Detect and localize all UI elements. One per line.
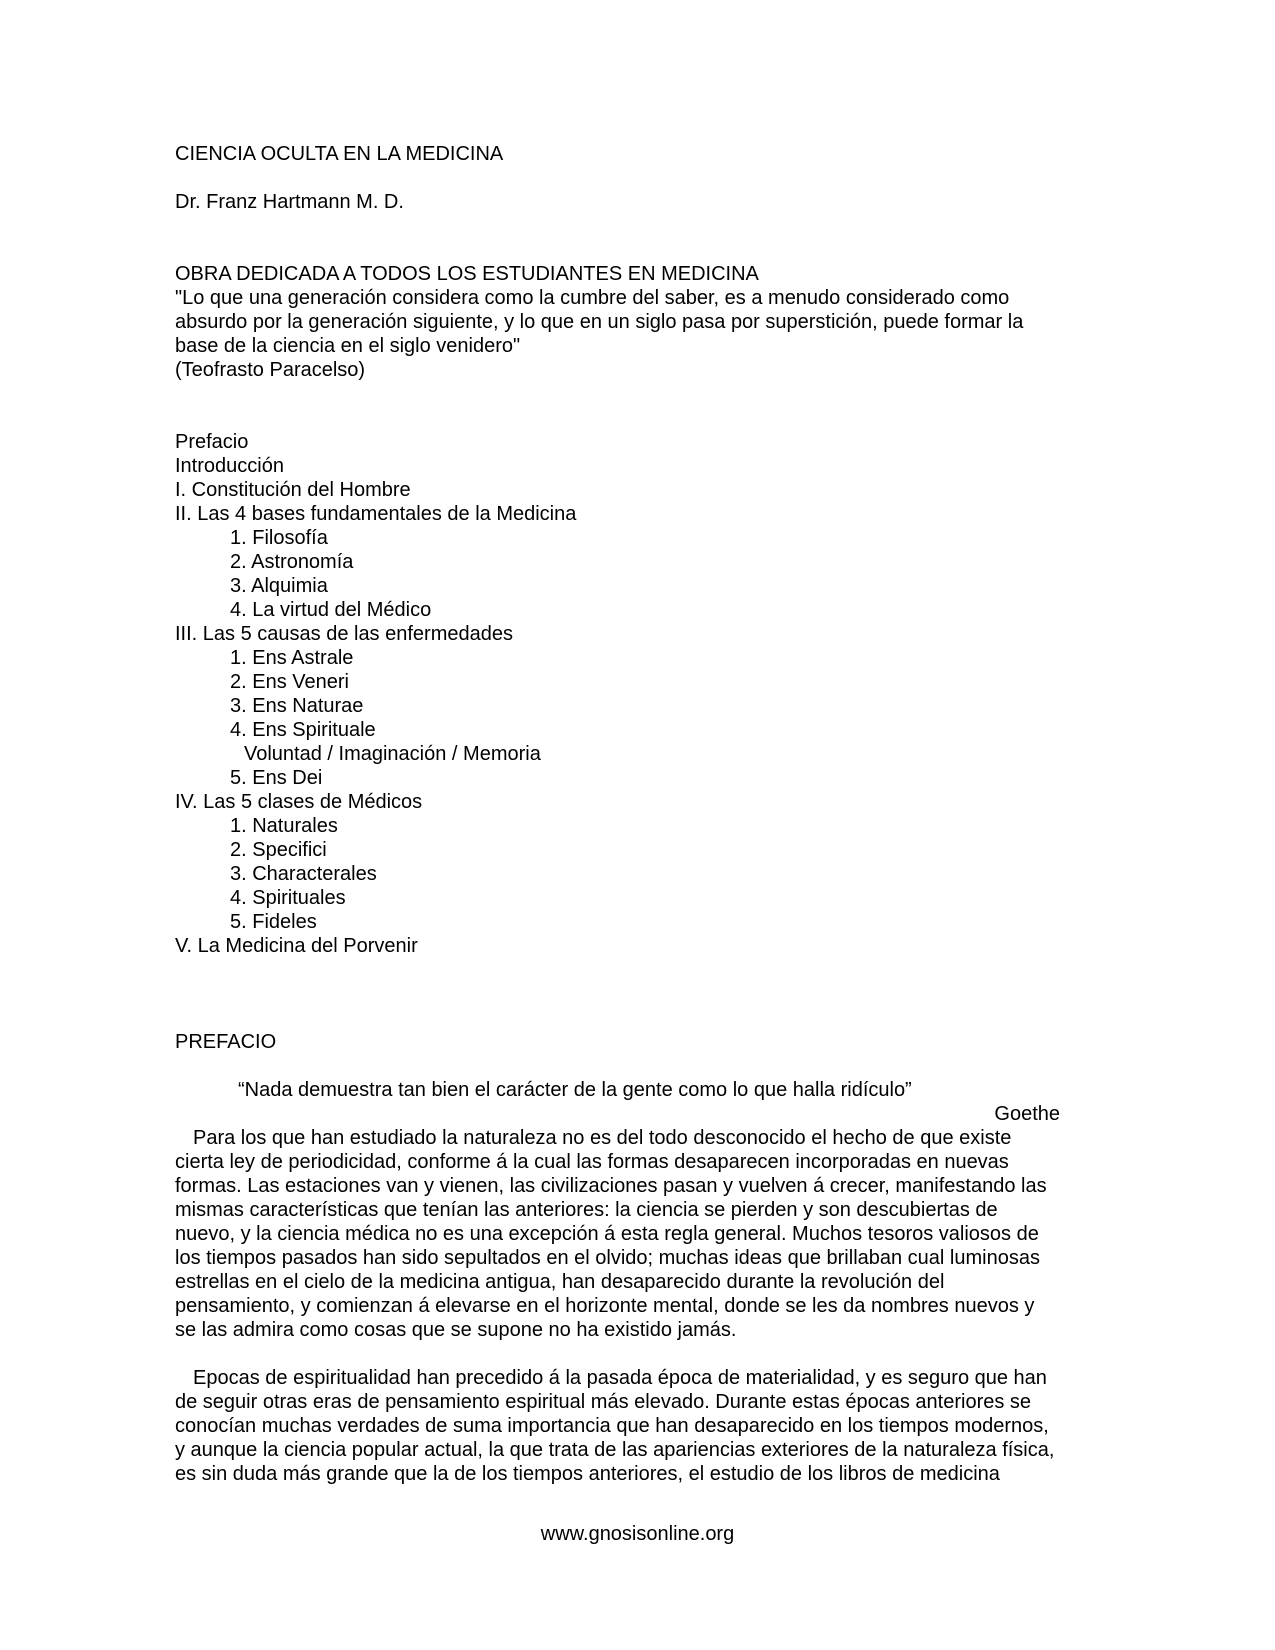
toc-item: V. La Medicina del Porvenir <box>175 935 418 957</box>
document-title: CIENCIA OCULTA EN LA MEDICINA <box>175 143 504 165</box>
toc-item: IV. Las 5 clases de Médicos <box>175 791 423 813</box>
toc-item: 2. Astronomía <box>230 551 354 573</box>
toc-item: II. Las 4 bases fundamentales de la Medicina <box>175 503 577 525</box>
toc-item: Introducción <box>175 455 284 477</box>
toc-item: 2. Specifici <box>230 839 327 861</box>
toc-item: 1. Filosofía <box>230 527 328 549</box>
toc-item: I. Constitución del Hombre <box>175 479 411 501</box>
toc-item: 1. Naturales <box>230 815 338 837</box>
toc-item: Prefacio <box>175 431 249 453</box>
document-body <box>175 142 1105 1486</box>
toc-item: 3. Alquimia <box>230 575 328 597</box>
paragraph-line: de seguir otras eras de pensamiento espiritual más elevado. Durante estas épocas anteriores se <box>175 1391 1032 1413</box>
dedication-quote-line: base de la ciencia en el siglo venidero" <box>175 335 521 357</box>
toc-item: 2. Ens Veneri <box>230 671 349 693</box>
dedication-heading: OBRA DEDICADA A TODOS LOS ESTUDIANTES EN MEDICINA <box>175 263 759 285</box>
prefacio-paragraph-2 <box>175 1366 1105 1486</box>
paragraph-line: Epocas de espiritualidad han precedido á la pasada época de materialidad, y es seguro que han <box>193 1367 1047 1389</box>
prefacio-heading: PREFACIO <box>175 1031 277 1053</box>
paragraph-line: pensamiento, y comienzan á elevarse en el horizonte mental, donde se les da nombres nuevos y <box>175 1295 1035 1317</box>
prefacio-epigraph: “Nada demuestra tan bien el carácter de la gente como lo que halla ridículo” <box>238 1079 912 1101</box>
toc-item: 1. Ens Astrale <box>230 647 354 669</box>
paragraph-line: cierta ley de periodicidad, conforme á la cual las formas desaparecen incorporadas en nuevas <box>175 1151 1009 1173</box>
paragraph-line: nuevo, y la ciencia médica no es una excepción á esta regla general. Muchos tesoros valiosos de <box>175 1223 1039 1245</box>
toc-item: III. Las 5 causas de las enfermedades <box>175 623 513 645</box>
paragraph-line: es sin duda más grande que la de los tiempos anteriores, el estudio de los libros de medicina <box>175 1463 1000 1485</box>
paragraph-line: estrellas en el cielo de la medicina antigua, han desaparecido durante la revolución del <box>175 1271 945 1293</box>
paragraph-line: formas. Las estaciones van y vienen, las civilizaciones pasan y vuelven á crecer, manifestando las <box>175 1175 1047 1197</box>
toc-item: 4. Spirituales <box>230 887 346 909</box>
paragraph-line: Para los que han estudiado la naturaleza no es del todo desconocido el hecho de que existe <box>193 1127 1012 1149</box>
dedication-quote-line: "Lo que una generación considera como la cumbre del saber, es a menudo considerado como <box>175 287 1010 309</box>
document-author: Dr. Franz Hartmann M. D. <box>175 191 404 213</box>
paragraph-line: los tiempos pasados han sido sepultados en el olvido; muchas ideas que brillaban cual luminosas <box>175 1247 1040 1269</box>
table-of-contents <box>175 430 1105 958</box>
dedication-quote-line: absurdo por la generación siguiente, y lo que en un siglo pasa por superstición, puede formar la <box>175 311 1024 333</box>
toc-item: Voluntad / Imaginación / Memoria <box>244 743 541 765</box>
epigraph-author: Goethe <box>994 1103 1060 1125</box>
toc-item: 4. La virtud del Médico <box>230 599 432 621</box>
toc-item: 4. Ens Spirituale <box>230 719 376 741</box>
paragraph-line: conocían muchas verdades de suma importancia que han desaparecido en los tiempos modernos, <box>175 1415 1049 1437</box>
paragraph-line: y aunque la ciencia popular actual, la que trata de las apariencias exteriores de la naturaleza física, <box>175 1439 1055 1461</box>
paragraph-line: mismas características que tenían las anteriores: la ciencia se pierden y son descubiertas de <box>175 1199 998 1221</box>
toc-item: 5. Fideles <box>230 911 317 933</box>
prefacio-paragraph-1 <box>175 1126 1105 1342</box>
toc-item: 3. Ens Naturae <box>230 695 364 717</box>
paragraph-line: se las admira como cosas que se supone no ha existido jamás. <box>175 1319 737 1341</box>
toc-item: 3. Characterales <box>230 863 377 885</box>
page-footer-url: www.gnosisonline.org <box>540 1523 735 1545</box>
toc-item: 5. Ens Dei <box>230 767 323 789</box>
dedication-attribution: (Teofrasto Paracelso) <box>175 359 366 381</box>
